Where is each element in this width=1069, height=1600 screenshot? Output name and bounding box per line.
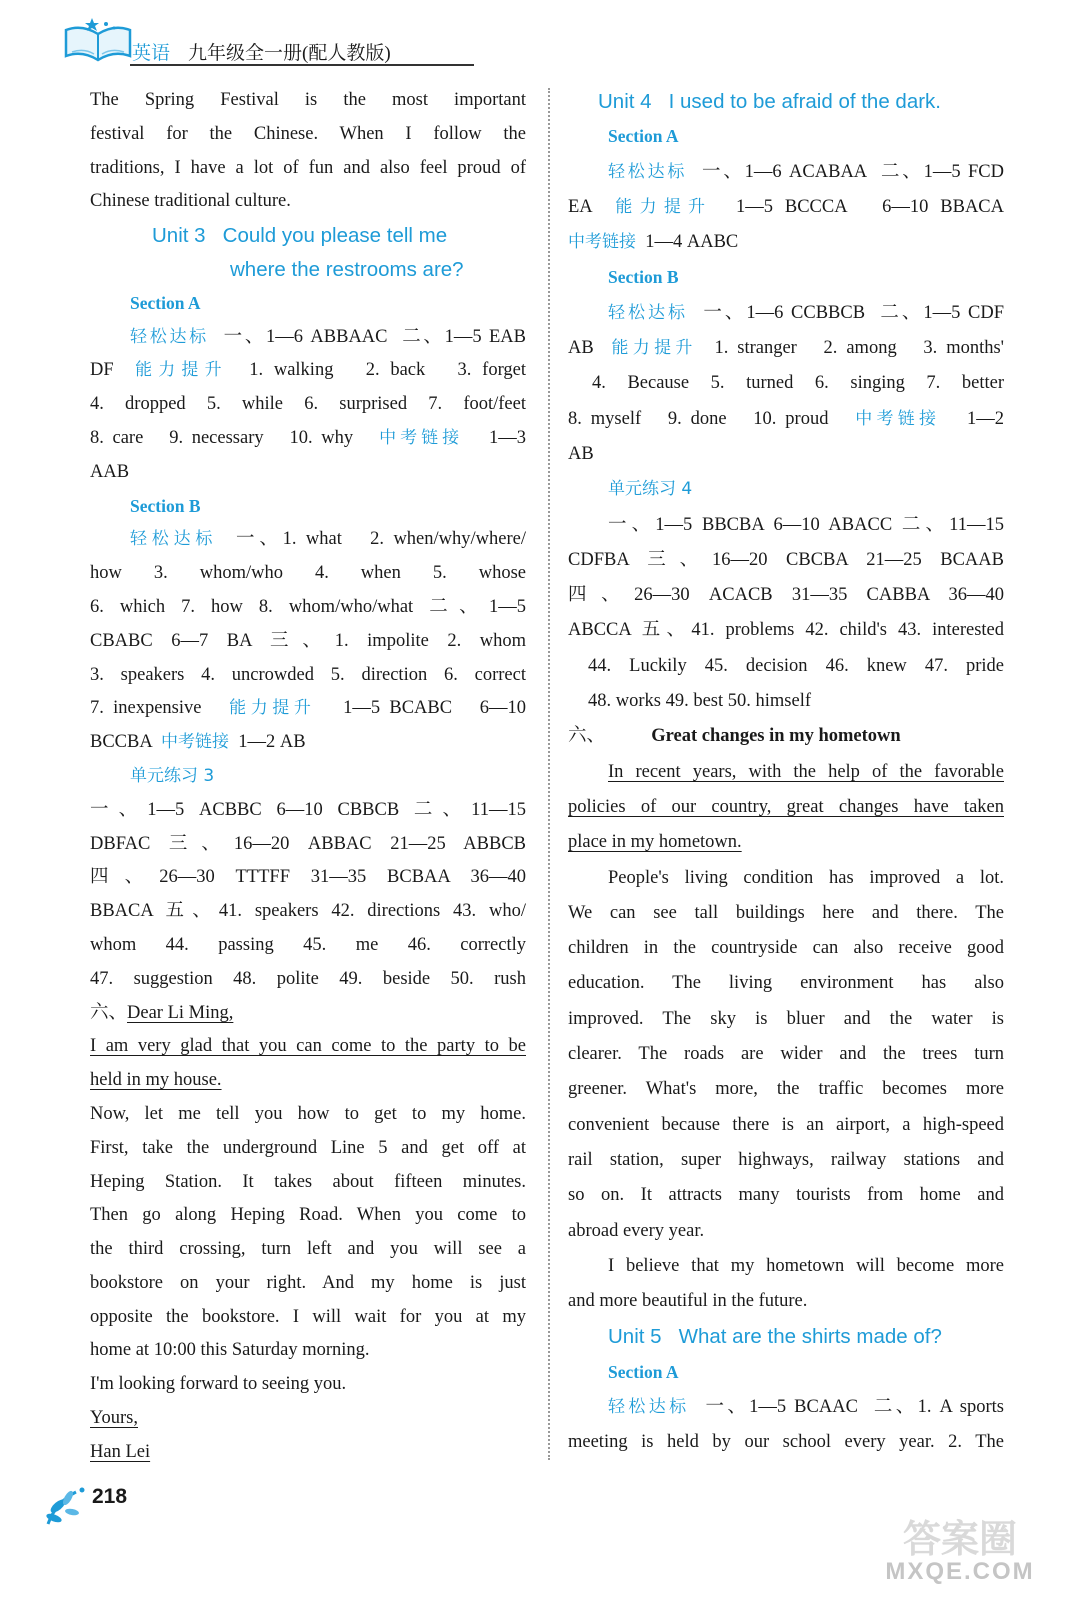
exercise-label: 单元练习 4 xyxy=(608,479,693,500)
page-number: 218 xyxy=(92,1485,128,1508)
exercise-label: 轻松达标 xyxy=(608,161,688,182)
unit-heading: Unit 5 What are the shirts made of? xyxy=(608,1325,942,1349)
text-line: People's living condition has improved a lot. xyxy=(608,867,1004,888)
exercise-label: 中考链接 xyxy=(855,408,941,429)
watermark xyxy=(875,1508,1045,1590)
text-line: 4. dropped 5. while 6. surprised 7. foot/feet xyxy=(90,394,526,415)
text-line: CBABC 6—7 BA 三、1. impolite 2. whom xyxy=(90,630,526,651)
line-text: 1—5 BCCCA 6—10 BBACA xyxy=(712,196,1004,217)
text-line: First, take the underground Line 5 and get off at xyxy=(90,1137,526,1158)
exercise-label: 中考链接 xyxy=(568,232,636,253)
section-heading: Section A xyxy=(608,126,679,147)
text-line: CDFBA 三、16—20 CBCBA 21—25 BCAAB xyxy=(568,549,1004,570)
section-heading: Section B xyxy=(608,267,679,288)
header-subject: 英语 xyxy=(132,42,171,64)
watermark-url: MXQE.COM xyxy=(885,1558,1035,1585)
text-line xyxy=(90,422,526,456)
text-line: 4. Because 5. turned 6. singing 7. better xyxy=(592,373,1004,394)
text-line: Then go along Heping Road. When you come to xyxy=(90,1205,526,1226)
unit-heading: Unit 3 Could you please tell me xyxy=(152,224,448,248)
section-heading: Section A xyxy=(130,292,201,313)
header-title xyxy=(132,38,391,65)
text-line: 3. speakers 4. uncrowded 5. direction 6. correct xyxy=(90,664,526,685)
line-text: DF xyxy=(90,360,136,381)
exercise-label: 轻松达标 xyxy=(608,302,689,323)
text-line: whom 44. passing 45. me 46. correctly xyxy=(90,934,526,955)
text-line: how 3. whom/who 4. when 5. whose xyxy=(90,563,526,584)
text-line xyxy=(568,1390,1004,1425)
text-line: 四、26—30 ACACB 31—35 CABBA 36—40 xyxy=(568,585,1004,606)
text-line: 四、26—30 TTTFF 31—35 BCBAA 36—40 xyxy=(90,867,526,888)
salutation-text: Dear Li Ming, xyxy=(127,1002,234,1023)
exercise-label: 中考链接 xyxy=(160,732,229,753)
section-heading: Section B xyxy=(130,495,201,516)
text-line: bookstore on your right. And my home is just xyxy=(90,1272,526,1293)
line-text: 一、1—6 ABBAAC 二、1—5 EAB xyxy=(208,326,526,347)
exercise-label: 能力提升 xyxy=(229,698,316,719)
exercise-label: 轻松达标 xyxy=(130,529,218,550)
watermark-logo-text: 答案圈 xyxy=(902,1517,1017,1561)
line-text: 一、1. what 2. when/why/where/ xyxy=(217,529,526,550)
line-text: 1—4 AABC xyxy=(636,232,739,253)
text-line: so on. It attracts many tourists from home and xyxy=(568,1185,1004,1206)
line-text: 1. walking 2. back 3. forget xyxy=(227,360,526,381)
text-line: Chinese traditional culture. xyxy=(90,191,291,212)
line-text: AB xyxy=(568,338,612,359)
text-line xyxy=(90,692,526,726)
essay-title: Great changes in my hometown xyxy=(651,726,901,747)
line-text: 8. care 9. necessary 10. why xyxy=(90,427,380,448)
text-line xyxy=(568,331,1004,366)
text-line: greener. What's more, the traffic becomes more xyxy=(568,1079,1004,1100)
text-line: Han Lei xyxy=(90,1441,151,1462)
line-text: 六、 xyxy=(568,726,652,747)
text-line xyxy=(568,296,1004,331)
text-line: BBACA 五、41. speakers 42. directions 43. who/ xyxy=(90,901,526,922)
text-line xyxy=(90,726,526,760)
text-line: abroad every year. xyxy=(568,1220,705,1241)
text-line: home at 10:00 this Saturday morning. xyxy=(90,1340,370,1361)
line-text: 1—3 xyxy=(463,427,526,448)
text-line: 一、1—5 BBCBA 6—10 ABACC 二、11—15 xyxy=(608,514,1004,535)
header-book-title: 九年级全一册(配人教版) xyxy=(188,43,391,64)
text-line: I'm looking forward to seeing you. xyxy=(90,1374,347,1395)
text-line: 48. works 49. best 50. himself xyxy=(588,691,812,712)
column-divider xyxy=(548,88,550,1460)
leaf-decoration-icon xyxy=(42,1478,98,1530)
text-line: AB xyxy=(568,443,594,464)
text-line: 47. suggestion 48. polite 49. beside 50. rush xyxy=(90,968,526,989)
text-line xyxy=(568,402,1004,437)
text-line: Yours, xyxy=(90,1408,138,1429)
text-line xyxy=(568,225,1004,260)
section-heading: Section A xyxy=(608,1361,679,1382)
text-line: 6. which 7. how 8. whom/who/what 二、1—5 xyxy=(90,596,526,617)
text-line: I am very glad that you can come to the party to be xyxy=(90,1036,526,1057)
line-text: 一、1—6 CCBBCB 二、1—5 CDF xyxy=(688,302,1004,323)
page-header xyxy=(62,20,442,68)
text-line xyxy=(568,190,1004,225)
text-line: DBFAC 三、16—20 ABBAC 21—25 ABBCB xyxy=(90,833,526,854)
text-line: convenient because there is an airport, a high-speed xyxy=(568,1114,1004,1135)
text-line xyxy=(90,997,526,1031)
text-line xyxy=(568,155,1004,190)
exercise-label: 能力提升 xyxy=(615,196,713,217)
exercise-label: 能力提升 xyxy=(135,360,228,381)
text-line: held in my house. xyxy=(90,1070,222,1091)
text-line: 一、1—5 ACBBC 6—10 CBBCB 二、11—15 xyxy=(90,799,526,820)
text-line xyxy=(568,719,1004,754)
line-text: 一、1—5 BCAAC 二、1. A sports xyxy=(689,1396,1004,1417)
text-line xyxy=(90,321,526,355)
exercise-label: 轻松达标 xyxy=(130,326,209,347)
text-line: AAB xyxy=(90,461,130,482)
text-line: rail station, super highways, railway stations and xyxy=(568,1149,1004,1170)
text-line: policies of our country, great changes have taken xyxy=(568,796,1004,817)
unit-heading: where the restrooms are? xyxy=(230,257,464,281)
line-text: BCCBA xyxy=(90,732,161,753)
line-text: 1—2 AB xyxy=(228,732,306,753)
text-line: Heping Station. It takes about fifteen minutes. xyxy=(90,1171,526,1192)
text-line xyxy=(90,523,526,557)
left-column xyxy=(90,84,526,1470)
exercise-label: 能力提升 xyxy=(611,338,697,359)
exercise-label: 轻松达标 xyxy=(608,1396,690,1417)
text-line: clearer. The roads are wider and the trees turn xyxy=(568,1044,1004,1065)
unit-heading: Unit 4 I used to be afraid of the dark. xyxy=(598,90,942,113)
line-text: 8. myself 9. done 10. proud xyxy=(568,408,856,429)
line-text: 一、1—6 ACABAA 二、1—5 FCD xyxy=(687,161,1004,182)
line-text: 1—5 BCABC 6—10 xyxy=(315,698,526,719)
line-text: 1—2 xyxy=(940,408,1004,429)
line-text: 六、 xyxy=(90,1002,128,1023)
text-line: children in the countryside can also receive good xyxy=(568,938,1004,959)
text-line: and more beautiful in the future. xyxy=(568,1291,808,1312)
line-text: EA xyxy=(568,196,616,217)
text-line: 44. Luckily 45. decision 46. knew 47. pride xyxy=(588,655,1004,676)
open-book-logo-icon xyxy=(62,16,134,66)
text-line: In recent years, with the help of the favorable xyxy=(608,761,1004,782)
text-line xyxy=(90,760,526,794)
line-text: 7. inexpensive xyxy=(90,698,230,719)
text-line: We can see tall buildings here and there. The xyxy=(568,902,1004,923)
text-line: meeting is held by our school every year. 2. The xyxy=(568,1432,1004,1453)
right-column xyxy=(568,84,1004,1461)
text-line: opposite the bookstore. I will wait for you at my xyxy=(90,1306,526,1327)
text-line: place in my hometown. xyxy=(568,832,742,853)
text-line: traditions, I have a lot of fun and also feel proud of xyxy=(90,157,526,178)
text-line: the third crossing, turn left and you will see a xyxy=(90,1239,526,1260)
text-line: education. The living environment has also xyxy=(568,973,1004,994)
text-line: The Spring Festival is the most important xyxy=(90,90,526,110)
text-line: Now, let me tell you how to get to my home. xyxy=(90,1103,526,1124)
text-line: improved. The sky is bluer and the water is xyxy=(568,1008,1004,1029)
text-line: festival for the Chinese. When I follow the xyxy=(90,123,526,144)
exercise-label: 单元练习 3 xyxy=(130,765,215,786)
exercise-label: 中考链接 xyxy=(379,427,464,448)
header-rule xyxy=(130,64,474,66)
text-line: I believe that my hometown will become more xyxy=(608,1255,1004,1276)
text-line xyxy=(568,472,1004,507)
text-line xyxy=(90,354,526,388)
line-text: 1. stranger 2. among 3. months' xyxy=(696,338,1004,359)
text-line: ABCCA 五、41. problems 42. child's 43. interested xyxy=(568,620,1004,641)
